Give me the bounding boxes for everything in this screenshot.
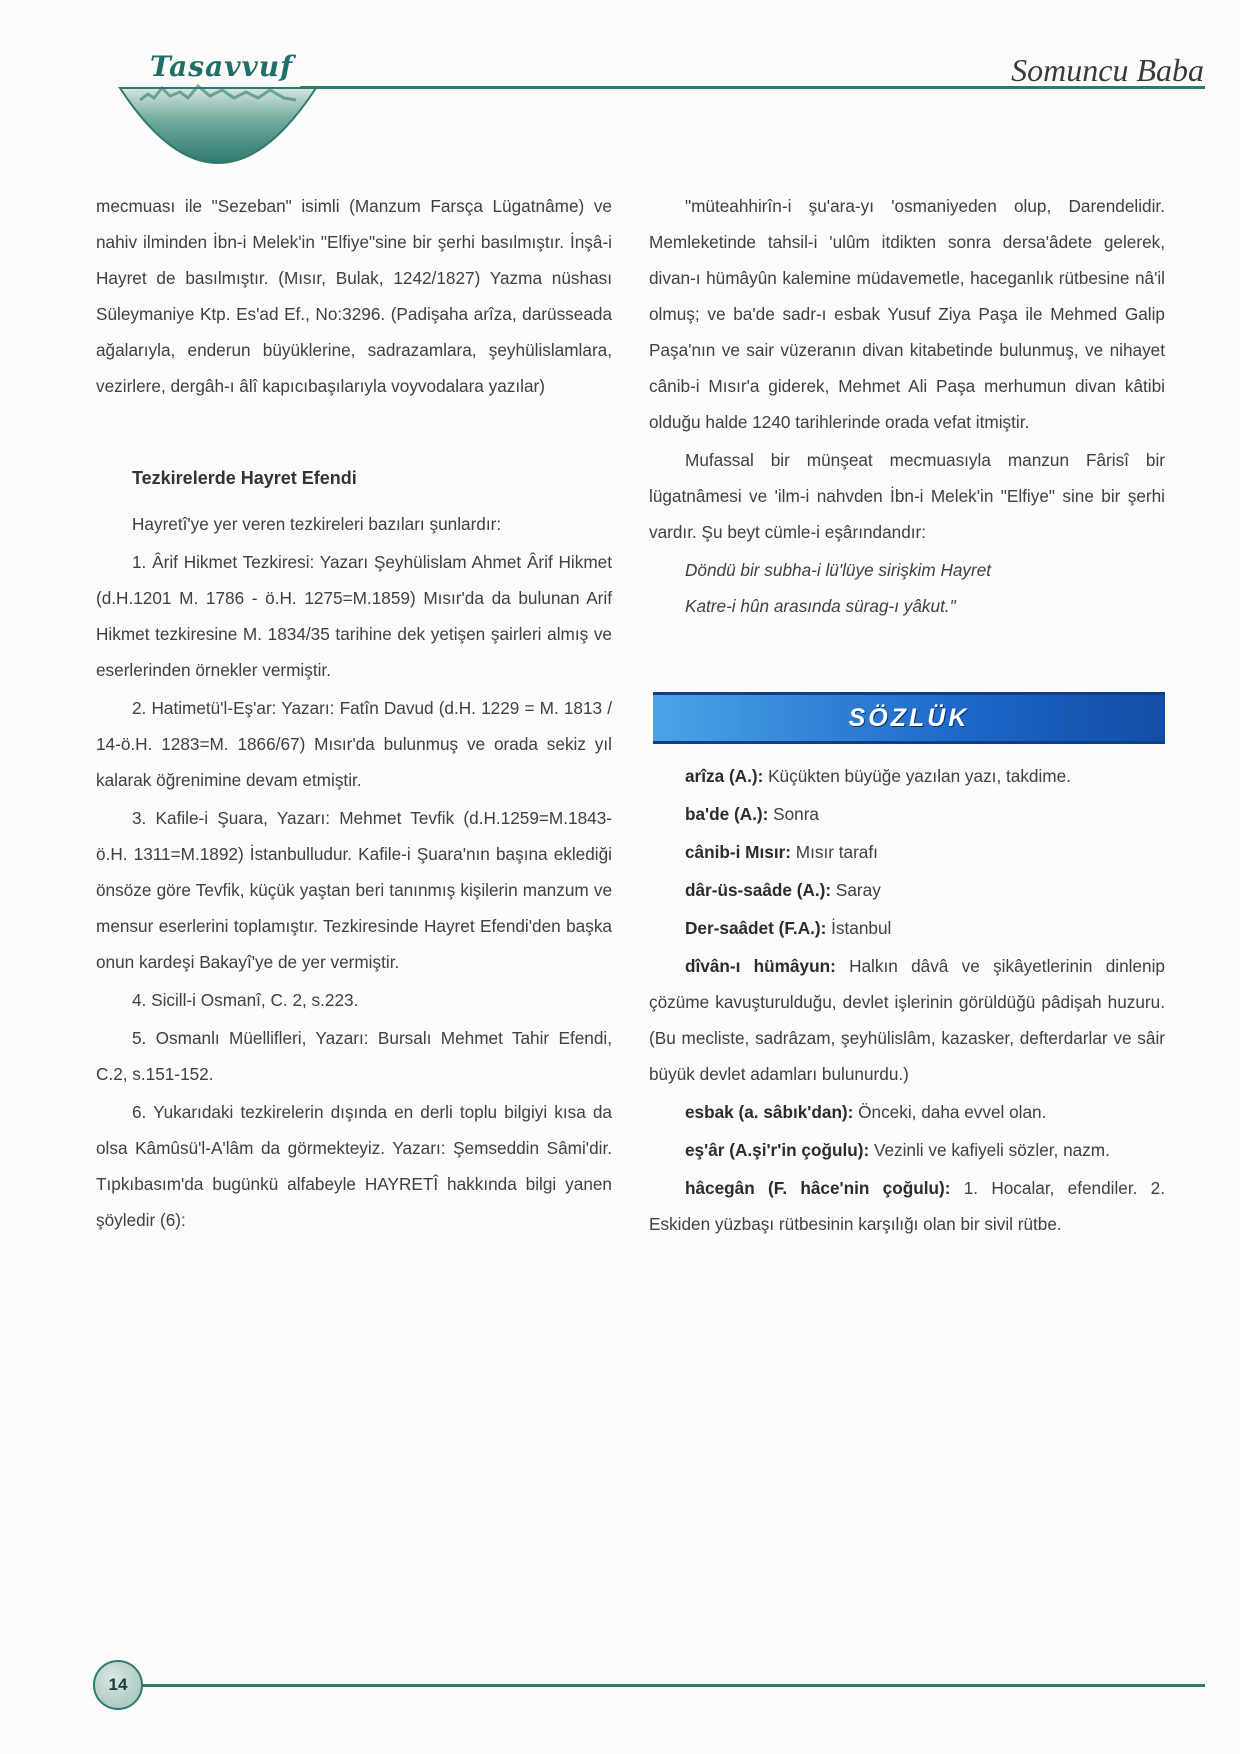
glossary-term: eş'âr (A.şi'r'in çoğulu): (685, 1140, 870, 1160)
verse-line: Döndü bir subha-i lü'lüye sirişkim Hayret (685, 560, 992, 580)
glossary-entry (649, 758, 1165, 794)
verse (649, 552, 1165, 624)
glossary-banner (653, 692, 1165, 744)
glossary-entry (649, 1132, 1165, 1168)
section-title: Tasavvuf (150, 50, 294, 83)
glossary-entry (649, 1170, 1165, 1242)
glossary-term: cânib-i Mısır: (685, 842, 792, 862)
glossary-definition: Önceki, daha evvel olan. (853, 1102, 1047, 1122)
glossary-entry (649, 834, 1165, 870)
glossary-definition: İstanbul (826, 918, 892, 938)
glossary-term: dîvân-ı hümâyun: (685, 956, 836, 976)
glossary-definition: Saray (831, 880, 881, 900)
glossary-definition: Vezinli ve kafiyeli sözler, nazm. (869, 1140, 1110, 1160)
glossary-definition: Küçükten büyüğe yazılan yazı, takdime. (763, 766, 1071, 786)
list-item: 6. Yukarıdaki tezkirelerin dışında en derli toplu bilgiyi kısa da olsa Kâmûsü'l-A'lâm da görmekteyiz. Yazarı: Şemseddin Sâmi'dir. Tıpkıbasım'da bugünkü alfabeyle HAYRETÎ hakkında bilgi yanen şöyledir (6): (96, 1102, 612, 1230)
page-number-badge (93, 1660, 143, 1710)
glossary-entry (649, 910, 1165, 946)
list-item: 1. Ârif Hikmet Tezkiresi: Yazarı Şeyhülislam Ahmet Ârif Hikmet (d.H.1201 M. 1786 - ö.H. 1275=M.1859) Mısır'da da bulunan Arif Hikmet tezkiresine M. 1834/35 tarihine dek yetişen şairleri almış ve eserlerinden örnekler vermiştir. (96, 552, 612, 680)
list-item: 2. Hatimetü'l-Eş'ar: Yazarı: Fatîn Davud (d.H. 1229 = M. 1813 / 14-ö.H. 1283=M. 1866/67) Mısır'da bulunmuş ve orada sekiz yıl kalarak öğrenimine devam etmiştir. (96, 698, 612, 790)
glossary-entry (649, 796, 1165, 832)
glossary-definition: Mısır tarafı (791, 842, 878, 862)
glossary-title: SÖZLÜK (848, 704, 970, 732)
quote-paragraph: "müteahhirîn-i şu'ara-yı 'osmaniyeden olup, Darendelidir. Memleketinde tahsil-i 'ulûm itdikten sonra dersa'âdete gelerek, divan-ı hümâyûn kalemine müdavemetle, haceganlık rütbesine nâ'il olmuş; ve ba'de sadr-ı esbak Yusuf Ziya Paşa ile Mehmed Galip Paşa'nın ve sair vüzeranın divan kitabetinde bulunmuş, ve nihayet cânib-i Mısır'a giderek, Mehmet Ali Paşa merhumun divan kâtibi olduğu halde 1240 tarihlerinde orada vefat itmiştir. (649, 196, 1165, 432)
page-number: 14 (108, 1675, 128, 1694)
footer-rule (135, 1684, 1205, 1687)
glossary-term: hâcegân (F. hâce'nin çoğulu): (685, 1178, 951, 1198)
paragraph: Hayretî'ye yer veren tezkireleri bazıları şunlardır: (132, 514, 502, 534)
magazine-name: Somuncu Baba (1011, 52, 1204, 88)
paragraph: Mufassal bir münşeat mecmuasıyla manzun Fârisî bir lügatnâmesi ve 'ilm-i nahvden İbn-i Melek'in "Elfiye" sine bir şerhi vardır. Şu beyt cümle-i eşârındandır: (649, 450, 1165, 542)
subheading: Tezkirelerde Hayret Efendi (132, 468, 357, 488)
paragraph: mecmuası ile "Sezeban" isimli (Manzum Farsça Lügatnâme) ve nahiv ilminden İbn-i Melek'in "Elfiye"sine bir şerhi basılmıştır. İnşâ-i Hayret de basılmıştır. (Mısır, Bulak, 1242/1827) Yazma nüshası Süleymaniye Ktp. Es'ad Ef., No:3296. (Padişaha arîza, darüsseada ağalarıyla, enderun büyüklerine, sadrazamlara, şeyhülislamlara, vezirlere, dergâh-ı âlî kapıcıbaşılarıyla voyvodalara yazılar) (96, 196, 612, 396)
glossary-term: Der-saâdet (F.A.): (685, 918, 827, 938)
glossary-term: dâr-üs-saâde (A.): (685, 880, 832, 900)
verse-line: Katre-i hûn arasında sürag-ı yâkut." (685, 596, 956, 616)
glossary-term: esbak (a. sâbık'dan): (685, 1102, 854, 1122)
glossary-term: ba'de (A.): (685, 804, 769, 824)
glossary-term: arîza (A.): (685, 766, 764, 786)
right-column (649, 188, 1165, 1242)
glossary-entry (649, 948, 1165, 1092)
list-item: 3. Kafile-i Şuara, Yazarı: Mehmet Tevfik (d.H.1259=M.1843-ö.H. 1311=M.1892) İstanbulludur. Kafile-i Şuara'nın başına eklediği önsöze göre Tevfik, küçük yaştan beri tanınmış kişilerin manzum ve mensur eserlerini toplamıştır. Tezkiresinde Hayret Efendi'den başka onun kardeşi Bakayî'ye de yer vermiştir. (96, 808, 612, 972)
list-item: 4. Sicill-i Osmanî, C. 2, s.223. (132, 990, 359, 1010)
glossary-entry (649, 1094, 1165, 1130)
list-item: 5. Osmanlı Müellifleri, Yazarı: Bursalı Mehmet Tahir Efendi, C.2, s.151-152. (96, 1028, 612, 1084)
glossary-definition: Halkın dâvâ ve şikâyetlerinin dinlenip çözüme kavuşturulduğu, devlet işlerinin görüldüğü pâdişah huzuru. (Bu mecliste, sadrâzam, şeyhülislâm, kazasker, defterdarlar ve sâir büyük devlet adamları bulunurdu.) (649, 956, 1165, 1084)
glossary-definition: Sonra (768, 804, 819, 824)
glossary-definition: 1. Hocalar, efendiler. 2. Eskiden yüzbaşı rütbesinin karşılığı olan bir sivil rütbe. (649, 1178, 1166, 1234)
left-column (96, 188, 612, 1238)
glossary-entry (649, 872, 1165, 908)
